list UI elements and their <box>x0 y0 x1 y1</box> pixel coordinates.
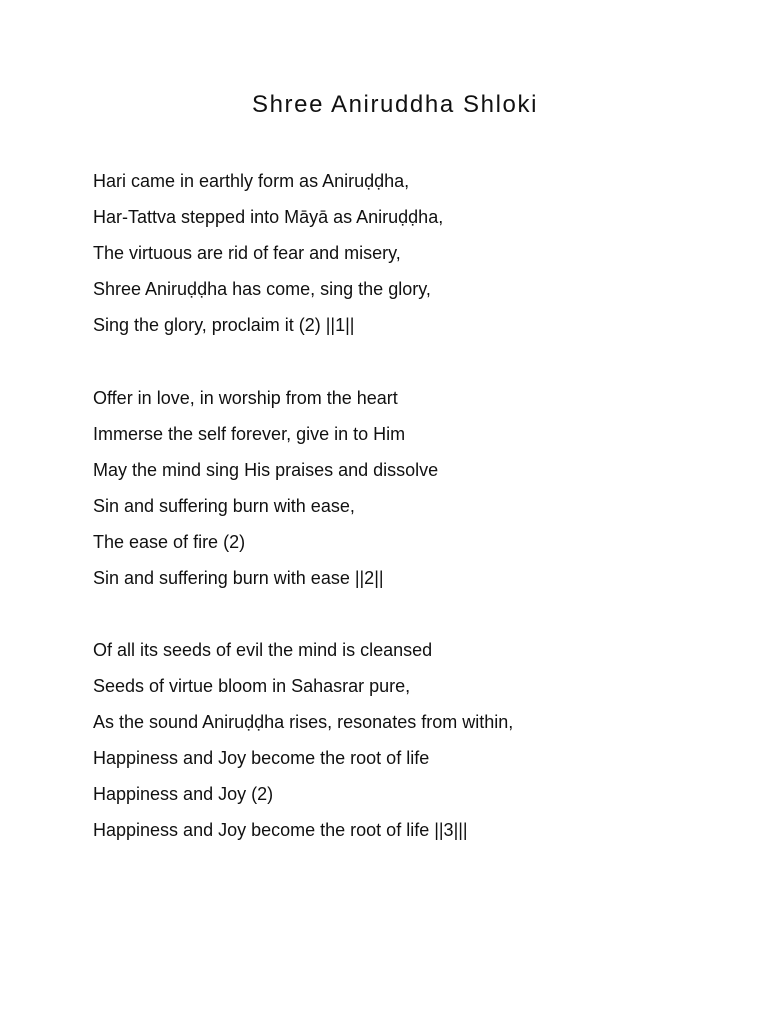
verse-line: As the sound Aniruḍḍha rises, resonates from within, <box>93 712 514 732</box>
verse-line: Offer in love, in worship from the heart <box>93 388 398 408</box>
verse-line: Of all its seeds of evil the mind is cleansed <box>93 640 433 660</box>
page-title: Shree Aniruddha Shloki <box>251 91 539 118</box>
verse-line: Hari came in earthly form as Aniruḍḍha, <box>93 171 410 191</box>
verse-line: Sin and suffering burn with ease, <box>93 496 355 516</box>
verse-line: Happiness and Joy (2) <box>93 784 274 804</box>
verse-line: Sing the glory, proclaim it (2) ||1|| <box>93 315 355 335</box>
verse-line: Immerse the self forever, give in to Him <box>93 424 406 444</box>
verse-line: Happiness and Joy become the root of life ||3||| <box>93 820 468 840</box>
verse-line: Har-Tattva stepped into Māyā as Aniruḍḍha, <box>93 207 444 227</box>
verse-line: May the mind sing His praises and dissolve <box>93 460 439 480</box>
verse-line: The ease of fire (2) <box>93 532 246 552</box>
stanza-3 <box>93 632 513 848</box>
stanza-2 <box>93 380 438 596</box>
stanza-1 <box>93 163 443 343</box>
verse-line: Shree Aniruḍḍha has come, sing the glory, <box>93 279 431 299</box>
verse-line: The virtuous are rid of fear and misery, <box>93 243 401 263</box>
verse-line: Happiness and Joy become the root of life <box>93 748 430 768</box>
verse-line: Sin and suffering burn with ease ||2|| <box>93 568 384 588</box>
verse-line: Seeds of virtue bloom in Sahasrar pure, <box>93 676 411 696</box>
